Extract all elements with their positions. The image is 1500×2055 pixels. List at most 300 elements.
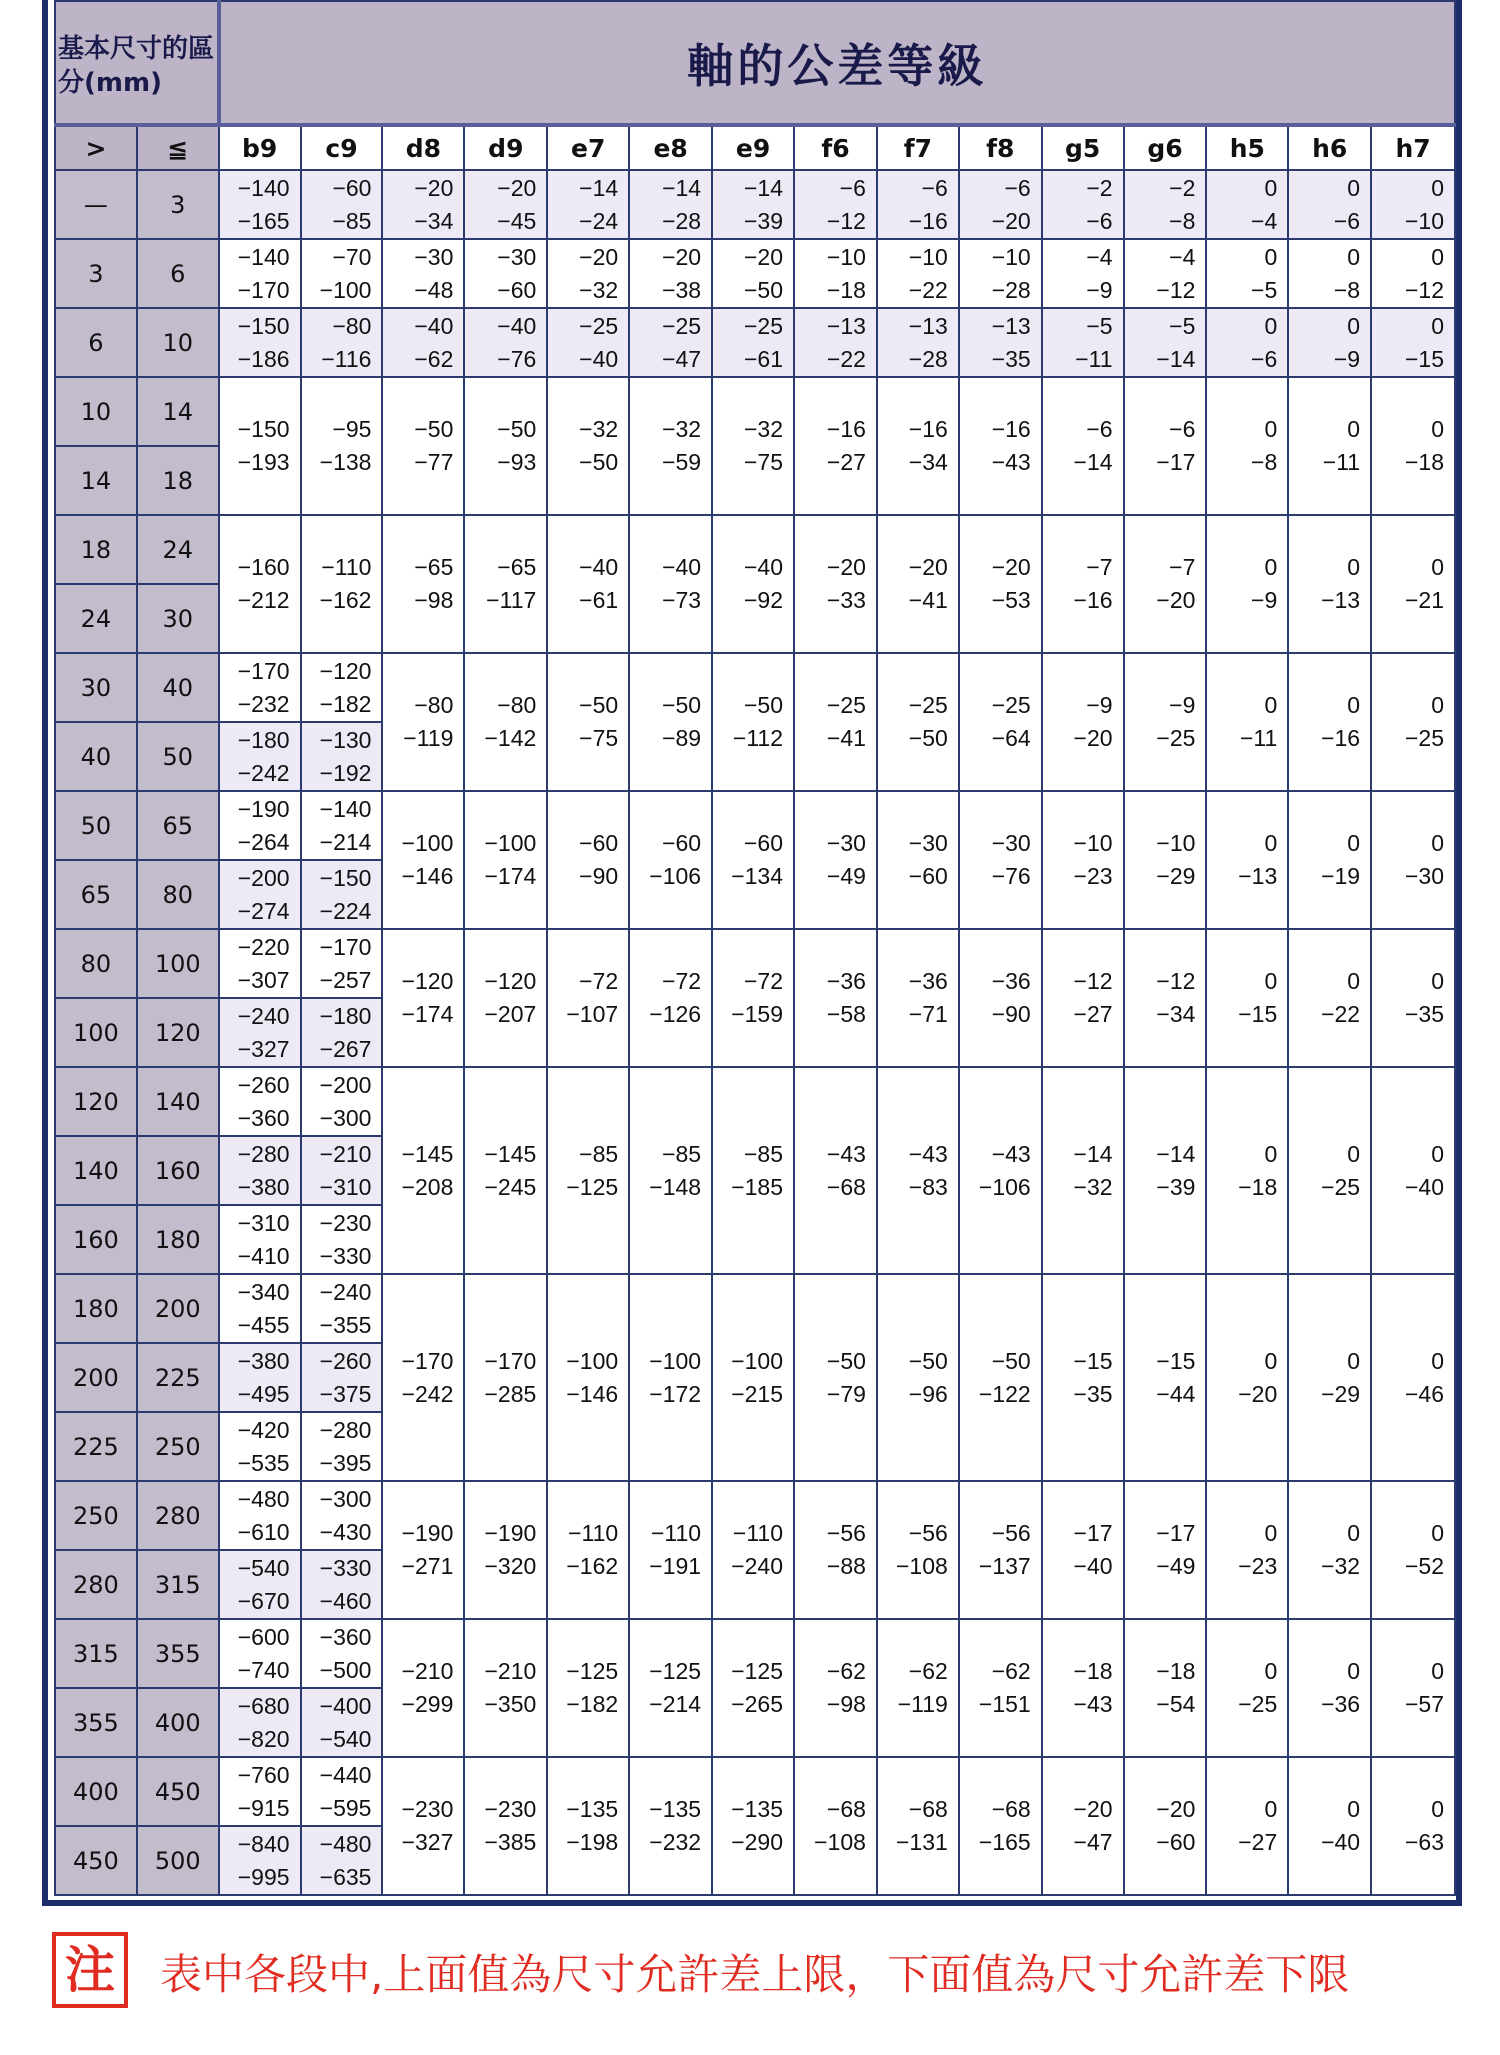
cell-g6 <box>1124 377 1207 515</box>
lower-deviation: −138 <box>319 449 372 475</box>
lower-deviation: −52 <box>1404 1553 1444 1579</box>
range-upper-bound: 30 <box>137 584 219 653</box>
cell-f6 <box>794 791 877 929</box>
upper-deviation: −170 <box>401 1347 454 1374</box>
lower-deviation: −32 <box>1073 1173 1113 1200</box>
grade-header-g5: g5 <box>1042 125 1124 170</box>
lower-deviation: −93 <box>497 449 537 475</box>
upper-deviation: −56 <box>908 1520 948 1546</box>
lower-deviation: −635 <box>319 1863 372 1890</box>
lower-deviation: −192 <box>319 759 372 786</box>
upper-deviation: −9 <box>1169 692 1196 718</box>
lower-deviation: −299 <box>401 1691 454 1717</box>
cell-e9 <box>712 170 794 239</box>
cell-d9 <box>464 1481 547 1619</box>
upper-deviation: 0 <box>1264 1796 1278 1822</box>
cell-d8 <box>382 515 464 653</box>
cell-e8 <box>629 377 712 515</box>
upper-deviation: −80 <box>332 312 372 339</box>
upper-deviation: −150 <box>237 312 290 339</box>
lower-deviation: −191 <box>649 1553 702 1579</box>
lower-deviation: −63 <box>1404 1829 1444 1855</box>
upper-deviation: −50 <box>991 1347 1031 1374</box>
lower-deviation: −12 <box>1404 276 1444 303</box>
upper-deviation: −380 <box>237 1347 290 1374</box>
grade-header-d9: d9 <box>464 125 547 170</box>
lower-deviation: −172 <box>649 1380 702 1407</box>
cell-g6 <box>1124 170 1207 239</box>
cell-c9 <box>301 377 383 515</box>
upper-deviation: −120 <box>319 657 372 684</box>
cell-e8 <box>629 239 712 308</box>
upper-deviation: 0 <box>1264 1347 1278 1374</box>
cell-c9 <box>301 860 383 929</box>
cell-c9 <box>301 1619 383 1688</box>
cell-b9 <box>219 722 301 791</box>
lower-deviation: −375 <box>319 1380 372 1407</box>
lower-deviation: −165 <box>978 1829 1031 1855</box>
cell-f7 <box>877 929 959 1067</box>
upper-deviation: −60 <box>579 830 619 856</box>
range-upper-bound: 315 <box>137 1550 219 1619</box>
upper-deviation: −14 <box>1073 1140 1113 1167</box>
lower-deviation: −73 <box>662 587 702 613</box>
lower-deviation: −71 <box>908 1001 948 1027</box>
upper-deviation: −17 <box>1073 1520 1113 1546</box>
lower-deviation: −146 <box>401 863 454 889</box>
upper-deviation: −40 <box>743 554 783 580</box>
range-lower-bound: 24 <box>55 584 137 653</box>
cell-h5 <box>1206 308 1288 377</box>
cell-e9 <box>712 1067 794 1274</box>
grade-header-h7: h7 <box>1371 125 1455 170</box>
lower-deviation: −15 <box>1404 345 1444 372</box>
cell-b9 <box>219 239 301 308</box>
lower-deviation: −11 <box>1239 725 1278 751</box>
lower-deviation: −50 <box>908 725 948 751</box>
lower-deviation: −240 <box>731 1553 783 1579</box>
upper-deviation: −25 <box>579 312 619 339</box>
upper-deviation: −135 <box>566 1796 619 1822</box>
table-row <box>55 791 1455 860</box>
range-upper-bound: 180 <box>137 1205 219 1274</box>
upper-deviation: −600 <box>237 1623 290 1650</box>
upper-deviation: −30 <box>908 830 948 856</box>
lower-deviation: −214 <box>649 1691 702 1717</box>
cell-e7 <box>547 1067 629 1274</box>
lower-deviation: −208 <box>401 1173 454 1200</box>
cell-h7 <box>1371 170 1455 239</box>
lower-deviation: −10 <box>1404 207 1444 234</box>
table-row <box>55 239 1455 308</box>
cell-e8 <box>629 170 712 239</box>
upper-deviation: −120 <box>484 968 537 994</box>
upper-deviation: −95 <box>332 416 372 442</box>
cell-f8 <box>959 653 1042 791</box>
cell-e7 <box>547 653 629 791</box>
upper-deviation: −15 <box>1156 1347 1196 1374</box>
cell-h6 <box>1288 1757 1371 1895</box>
upper-deviation: −56 <box>991 1520 1031 1546</box>
cell-h6 <box>1288 308 1371 377</box>
upper-deviation: −110 <box>650 1520 702 1546</box>
lower-deviation: −27 <box>826 449 866 475</box>
upper-deviation: −180 <box>319 1002 372 1029</box>
cell-g6 <box>1124 1619 1207 1757</box>
upper-deviation: −6 <box>1004 174 1031 201</box>
upper-deviation: 0 <box>1431 692 1444 718</box>
lower-deviation: −14 <box>1073 449 1113 475</box>
cell-g5 <box>1042 239 1124 308</box>
cell-h6 <box>1288 377 1371 515</box>
range-upper-bound: 100 <box>137 929 219 998</box>
cell-e7 <box>547 1274 629 1481</box>
upper-deviation: 0 <box>1264 312 1278 339</box>
cell-e7 <box>547 1481 629 1619</box>
lower-deviation: −33 <box>826 587 866 613</box>
range-upper-bound: 14 <box>137 377 219 446</box>
range-upper-bound: 200 <box>137 1274 219 1343</box>
upper-deviation: −72 <box>579 968 619 994</box>
cell-g6 <box>1124 653 1207 791</box>
lower-deviation: −18 <box>826 276 866 303</box>
upper-deviation: −18 <box>1156 1658 1196 1684</box>
lower-deviation: −182 <box>319 690 372 717</box>
cell-h5 <box>1206 791 1288 929</box>
cell-e8 <box>629 308 712 377</box>
cell-b9 <box>219 308 301 377</box>
range-upper-bound: 24 <box>137 515 219 584</box>
range-lower-bound: 18 <box>55 515 137 584</box>
cell-h7 <box>1371 1619 1455 1757</box>
table-row <box>55 1619 1455 1688</box>
cell-d9 <box>464 1274 547 1481</box>
cell-f7 <box>877 1481 959 1619</box>
grade-header-b9: b9 <box>219 125 301 170</box>
lower-deviation: −43 <box>1073 1691 1113 1717</box>
cell-f7 <box>877 377 959 515</box>
upper-deviation: −13 <box>908 312 948 339</box>
cell-h7 <box>1371 1067 1455 1274</box>
lower-deviation: −34 <box>414 207 454 234</box>
lower-deviation: −162 <box>319 587 372 613</box>
lower-deviation: −13 <box>1321 587 1361 613</box>
upper-deviation: −135 <box>649 1796 702 1822</box>
cell-h5 <box>1206 653 1288 791</box>
upper-deviation: −10 <box>826 243 866 270</box>
upper-deviation: −2 <box>1169 174 1196 201</box>
upper-deviation: 0 <box>1431 312 1444 339</box>
upper-deviation: −60 <box>332 174 372 201</box>
cell-d9 <box>464 1067 547 1274</box>
lower-deviation: −16 <box>908 207 948 234</box>
upper-deviation: −220 <box>237 933 290 960</box>
lower-deviation: −148 <box>649 1173 702 1200</box>
cell-c9 <box>301 722 383 791</box>
upper-deviation: 0 <box>1431 1796 1444 1822</box>
upper-deviation: −30 <box>414 243 454 270</box>
lower-deviation: −350 <box>484 1691 537 1717</box>
range-lower-bound: 280 <box>55 1550 137 1619</box>
lower-deviation: −49 <box>1156 1553 1196 1579</box>
upper-deviation: −540 <box>237 1554 290 1581</box>
range-lower-bound: 3 <box>55 239 137 308</box>
upper-deviation: 0 <box>1264 692 1278 718</box>
upper-deviation: −480 <box>237 1485 290 1512</box>
lower-deviation: −265 <box>731 1691 783 1717</box>
cell-h7 <box>1371 377 1455 515</box>
upper-deviation: −210 <box>484 1658 537 1684</box>
cell-g5 <box>1042 1481 1124 1619</box>
lower-deviation: −60 <box>497 276 537 303</box>
cell-h6 <box>1288 239 1371 308</box>
upper-deviation: −480 <box>319 1830 372 1857</box>
upper-deviation: −20 <box>579 243 619 270</box>
upper-deviation: 0 <box>1264 830 1278 856</box>
upper-deviation: −32 <box>579 416 619 442</box>
lower-deviation: −126 <box>649 1001 702 1027</box>
lower-deviation: −20 <box>1156 587 1196 613</box>
lower-deviation: −60 <box>908 863 948 889</box>
range-upper-bound: 10 <box>137 308 219 377</box>
cell-e7 <box>547 170 629 239</box>
lower-deviation: −162 <box>566 1553 619 1579</box>
cell-d9 <box>464 239 547 308</box>
lower-deviation: −108 <box>896 1553 948 1579</box>
upper-deviation: −14 <box>579 174 619 201</box>
upper-deviation: −68 <box>908 1796 948 1822</box>
lower-deviation: −455 <box>237 1311 290 1338</box>
lower-deviation: −98 <box>414 587 454 613</box>
upper-deviation: −10 <box>908 243 948 270</box>
tolerance-table-frame <box>42 0 1462 1906</box>
lower-deviation: −8 <box>1333 276 1361 303</box>
lower-deviation: −410 <box>237 1242 290 1269</box>
cell-f6 <box>794 1067 877 1274</box>
cell-h7 <box>1371 515 1455 653</box>
cell-h5 <box>1206 1067 1288 1274</box>
upper-deviation: 0 <box>1431 243 1444 270</box>
lower-deviation: −18 <box>1404 449 1444 475</box>
upper-deviation: −100 <box>566 1347 619 1374</box>
lower-deviation: −8 <box>1251 449 1278 475</box>
cell-b9 <box>219 860 301 929</box>
lower-deviation: −355 <box>319 1311 372 1338</box>
cell-e9 <box>712 1274 794 1481</box>
lower-deviation: −61 <box>743 345 783 372</box>
lower-deviation: −44 <box>1156 1380 1196 1407</box>
table-row <box>55 653 1455 722</box>
cell-c9 <box>301 791 383 860</box>
upper-deviation: −680 <box>237 1692 290 1719</box>
range-upper-bound: 65 <box>137 791 219 860</box>
upper-deviation: −36 <box>826 968 866 994</box>
upper-deviation: −200 <box>237 864 290 891</box>
cell-f7 <box>877 239 959 308</box>
lower-deviation: −34 <box>908 449 948 475</box>
upper-deviation: −150 <box>237 416 290 442</box>
upper-deviation: −30 <box>991 830 1031 856</box>
cell-d8 <box>382 308 464 377</box>
upper-deviation: −100 <box>484 830 537 856</box>
cell-b9 <box>219 1481 301 1550</box>
upper-deviation: −65 <box>414 554 454 580</box>
upper-deviation: 0 <box>1347 1658 1361 1684</box>
cell-b9 <box>219 1688 301 1757</box>
upper-deviation: −6 <box>839 174 866 201</box>
upper-deviation: 0 <box>1347 968 1361 994</box>
cell-f8 <box>959 1757 1042 1895</box>
lower-deviation: −995 <box>237 1863 290 1890</box>
upper-deviation: −85 <box>743 1140 783 1167</box>
table-row <box>55 1067 1455 1136</box>
lower-deviation: −25 <box>1321 1173 1361 1200</box>
upper-deviation: −17 <box>1156 1520 1196 1546</box>
upper-deviation: −20 <box>414 174 454 201</box>
cell-h6 <box>1288 1481 1371 1619</box>
lower-deviation: −207 <box>484 1001 537 1027</box>
upper-deviation: −100 <box>649 1347 702 1374</box>
upper-deviation: −300 <box>319 1485 372 1512</box>
grade-header-f8: f8 <box>959 125 1042 170</box>
lower-deviation: −285 <box>484 1380 537 1407</box>
cell-d8 <box>382 791 464 929</box>
cell-h6 <box>1288 1619 1371 1757</box>
lower-deviation: −212 <box>237 587 290 613</box>
base-size-label: 基本尺寸的區分(mm) <box>55 1 219 125</box>
cell-c9 <box>301 1550 383 1619</box>
upper-deviation: −340 <box>237 1278 290 1305</box>
lower-deviation: −257 <box>319 966 372 993</box>
upper-deviation: −440 <box>319 1761 372 1788</box>
upper-deviation: 0 <box>1347 1796 1361 1822</box>
cell-b9 <box>219 1619 301 1688</box>
lower-deviation: −174 <box>401 1001 454 1027</box>
cell-e9 <box>712 515 794 653</box>
lower-deviation: −245 <box>484 1173 537 1200</box>
lower-deviation: −28 <box>908 345 948 372</box>
upper-deviation: −20 <box>497 174 537 201</box>
lower-deviation: −300 <box>319 1104 372 1131</box>
cell-b9 <box>219 170 301 239</box>
upper-deviation: −5 <box>1086 312 1113 339</box>
range-upper-bound: 120 <box>137 998 219 1067</box>
cell-g6 <box>1124 929 1207 1067</box>
upper-deviation: −20 <box>1156 1796 1196 1822</box>
grade-header-e8: e8 <box>629 125 712 170</box>
range-lower-bound: 180 <box>55 1274 137 1343</box>
cell-e8 <box>629 1067 712 1274</box>
lower-deviation: −24 <box>579 207 619 234</box>
range-upper-bound: 80 <box>137 860 219 929</box>
upper-deviation: 0 <box>1431 1140 1444 1167</box>
range-lower-bound: 100 <box>55 998 137 1067</box>
cell-g6 <box>1124 515 1207 653</box>
upper-deviation: −25 <box>662 312 702 339</box>
lower-deviation: −90 <box>579 863 619 889</box>
lower-deviation: −500 <box>319 1656 372 1683</box>
cell-e9 <box>712 1481 794 1619</box>
upper-deviation: −13 <box>826 312 866 339</box>
cell-g5 <box>1042 1067 1124 1274</box>
cell-f8 <box>959 170 1042 239</box>
upper-deviation: −210 <box>319 1140 372 1167</box>
cell-f8 <box>959 308 1042 377</box>
shaft-tolerance-table <box>54 0 1456 1896</box>
cell-d8 <box>382 1067 464 1274</box>
lower-deviation: −320 <box>484 1553 537 1579</box>
upper-deviation: −20 <box>991 554 1031 580</box>
cell-e8 <box>629 929 712 1067</box>
range-lower-bound: 120 <box>55 1067 137 1136</box>
cell-g5 <box>1042 929 1124 1067</box>
range-header-gt: > <box>55 125 137 170</box>
lower-deviation: −151 <box>978 1691 1031 1717</box>
upper-deviation: −7 <box>1169 554 1196 580</box>
lower-deviation: −32 <box>1321 1553 1361 1579</box>
range-upper-bound: 250 <box>137 1412 219 1481</box>
lower-deviation: −5 <box>1251 276 1278 303</box>
lower-deviation: −6 <box>1086 207 1113 234</box>
lower-deviation: −39 <box>1156 1173 1196 1200</box>
lower-deviation: −290 <box>731 1829 783 1855</box>
cell-h7 <box>1371 653 1455 791</box>
upper-deviation: −100 <box>731 1347 783 1374</box>
range-upper-bound: 140 <box>137 1067 219 1136</box>
upper-deviation: −170 <box>484 1347 537 1374</box>
upper-deviation: −50 <box>579 692 619 718</box>
lower-deviation: −395 <box>319 1449 372 1476</box>
cell-e9 <box>712 239 794 308</box>
cell-e7 <box>547 1619 629 1757</box>
lower-deviation: −131 <box>896 1829 948 1855</box>
lower-deviation: −740 <box>237 1656 290 1683</box>
upper-deviation: −840 <box>237 1830 290 1857</box>
lower-deviation: −27 <box>1073 1001 1113 1027</box>
lower-deviation: −36 <box>1321 1691 1361 1717</box>
lower-deviation: −610 <box>237 1518 290 1545</box>
lower-deviation: −29 <box>1321 1380 1361 1407</box>
cell-f6 <box>794 1619 877 1757</box>
upper-deviation: −6 <box>921 174 948 201</box>
upper-deviation: −12 <box>1156 968 1196 994</box>
lower-deviation: −43 <box>991 449 1031 475</box>
lower-deviation: −232 <box>237 690 290 717</box>
cell-d9 <box>464 653 547 791</box>
upper-deviation: −6 <box>1086 416 1113 442</box>
range-lower-bound: — <box>55 170 137 239</box>
upper-deviation: −170 <box>319 933 372 960</box>
cell-e7 <box>547 515 629 653</box>
cell-h7 <box>1371 1274 1455 1481</box>
lower-deviation: −35 <box>1404 1001 1444 1027</box>
upper-deviation: 0 <box>1347 1347 1361 1374</box>
upper-deviation: −10 <box>1156 830 1196 856</box>
lower-deviation: −670 <box>237 1587 290 1614</box>
lower-deviation: −25 <box>1404 725 1444 751</box>
lower-deviation: −20 <box>1073 725 1113 751</box>
lower-deviation: −134 <box>731 863 783 889</box>
cell-f6 <box>794 239 877 308</box>
upper-deviation: −310 <box>237 1209 290 1236</box>
lower-deviation: −214 <box>319 828 372 855</box>
lower-deviation: −83 <box>908 1173 948 1200</box>
grade-header-row <box>55 125 1455 170</box>
cell-h5 <box>1206 1274 1288 1481</box>
cell-e7 <box>547 791 629 929</box>
cell-h7 <box>1371 1481 1455 1619</box>
lower-deviation: −98 <box>826 1691 866 1717</box>
